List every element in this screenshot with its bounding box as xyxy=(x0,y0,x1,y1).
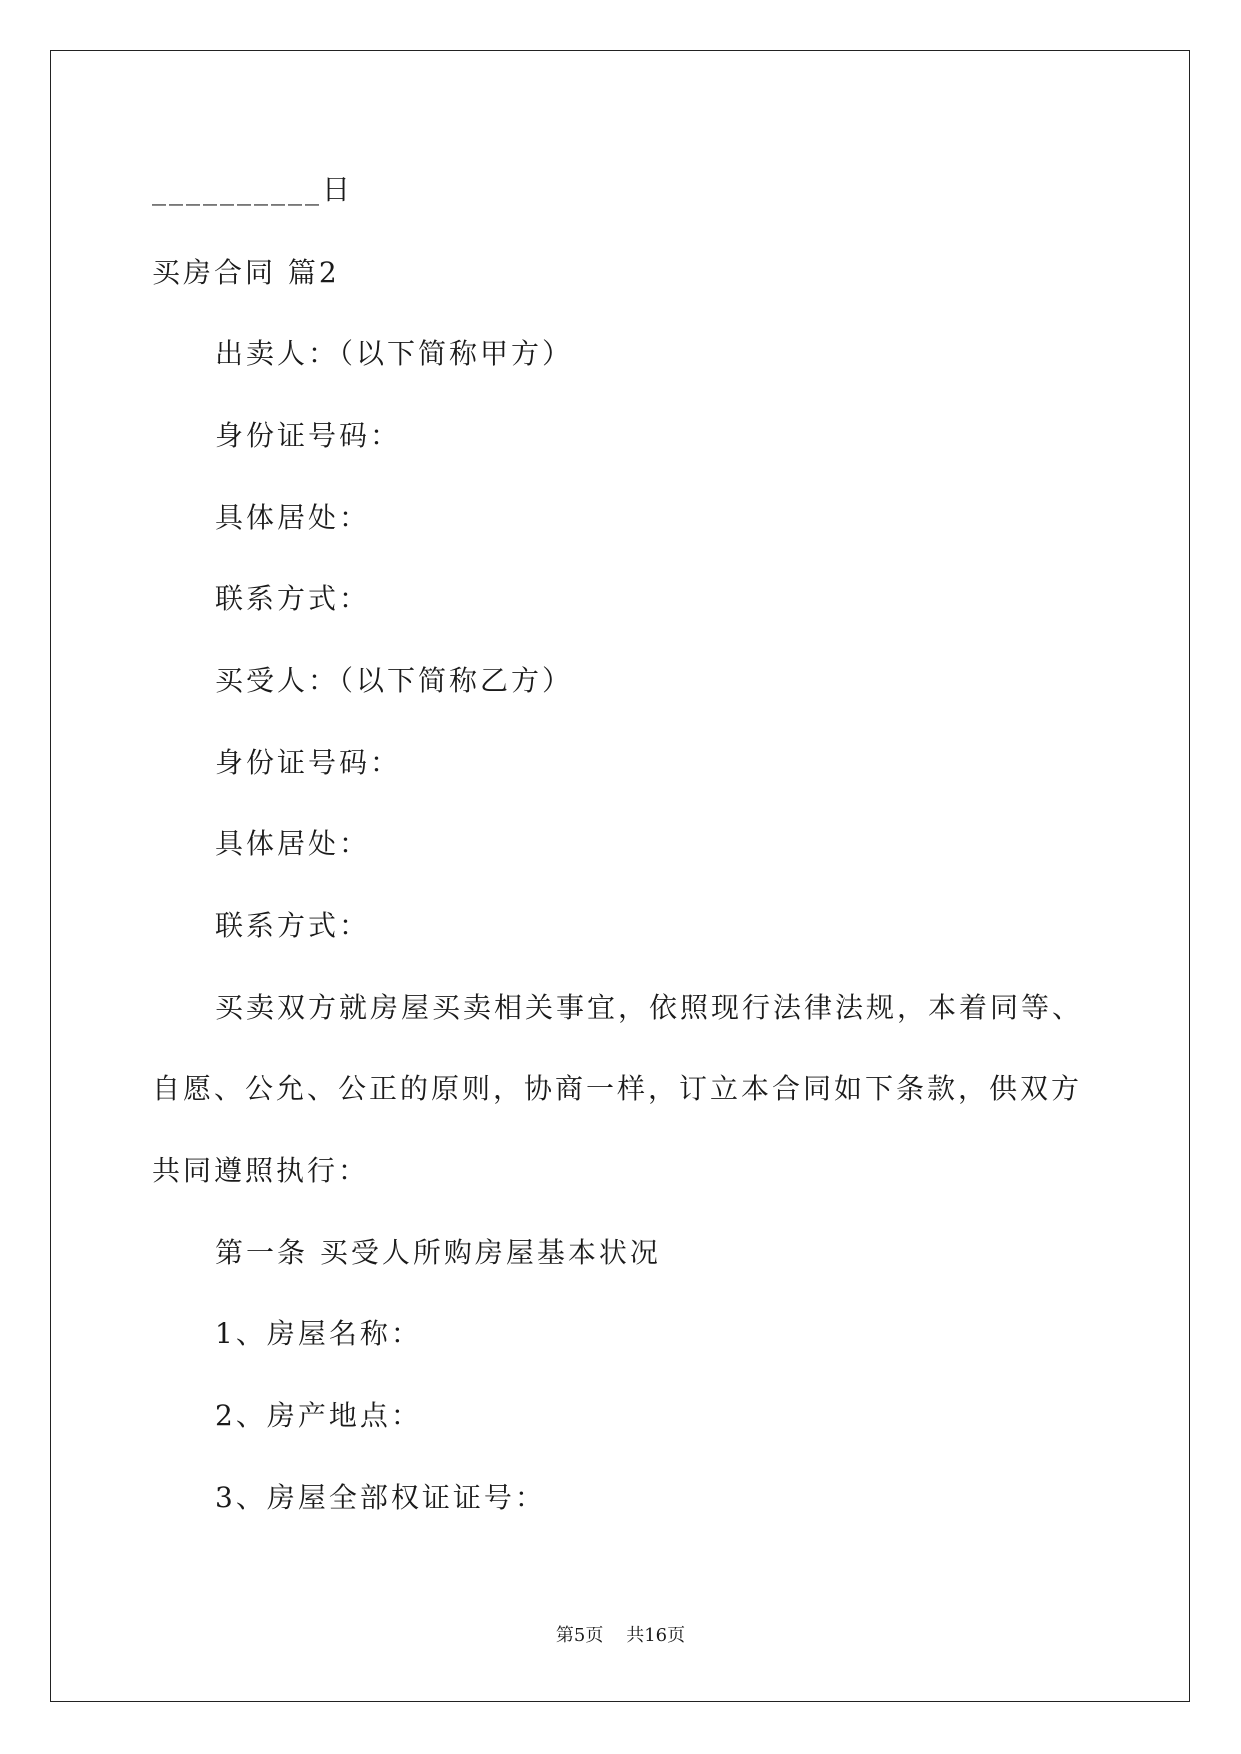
page-number: 第5页 共16页 xyxy=(555,1625,686,1646)
buyer-address-label: 具体居处： xyxy=(215,827,371,860)
house-certificate-label: 3、房屋全部权证证号： xyxy=(215,1481,546,1514)
house-location-label: 2、房产地点： xyxy=(215,1399,422,1432)
preamble-line-1: 买卖双方就房屋买卖相关事宜，依照现行法律法规，本着同等、 xyxy=(215,991,1084,1024)
preamble-line-3: 共同遵照执行： xyxy=(152,1154,370,1187)
section-title: 买房合同 篇2 xyxy=(152,256,340,289)
seller-id-label: 身份证号码： xyxy=(215,419,402,452)
buyer-contact-label: 联系方式： xyxy=(215,909,371,942)
seller-label: 出卖人：（以下简称甲方） xyxy=(215,337,574,370)
seller-address-label: 具体居处： xyxy=(215,501,371,534)
preamble-line-2: 自愿、公允、公正的原则，协商一样，订立本合同如下条款，供双方 xyxy=(152,1072,1083,1105)
house-name-label: 1、房屋名称： xyxy=(215,1317,422,1350)
buyer-id-label: 身份证号码： xyxy=(215,746,402,779)
buyer-label: 买受人：（以下简称乙方） xyxy=(215,664,574,697)
page-border xyxy=(50,50,1190,1702)
seller-contact-label: 联系方式： xyxy=(215,582,371,615)
article-one-heading: 第一条 买受人所购房屋基本状况 xyxy=(215,1236,661,1269)
date-line: __________日 xyxy=(152,173,354,206)
